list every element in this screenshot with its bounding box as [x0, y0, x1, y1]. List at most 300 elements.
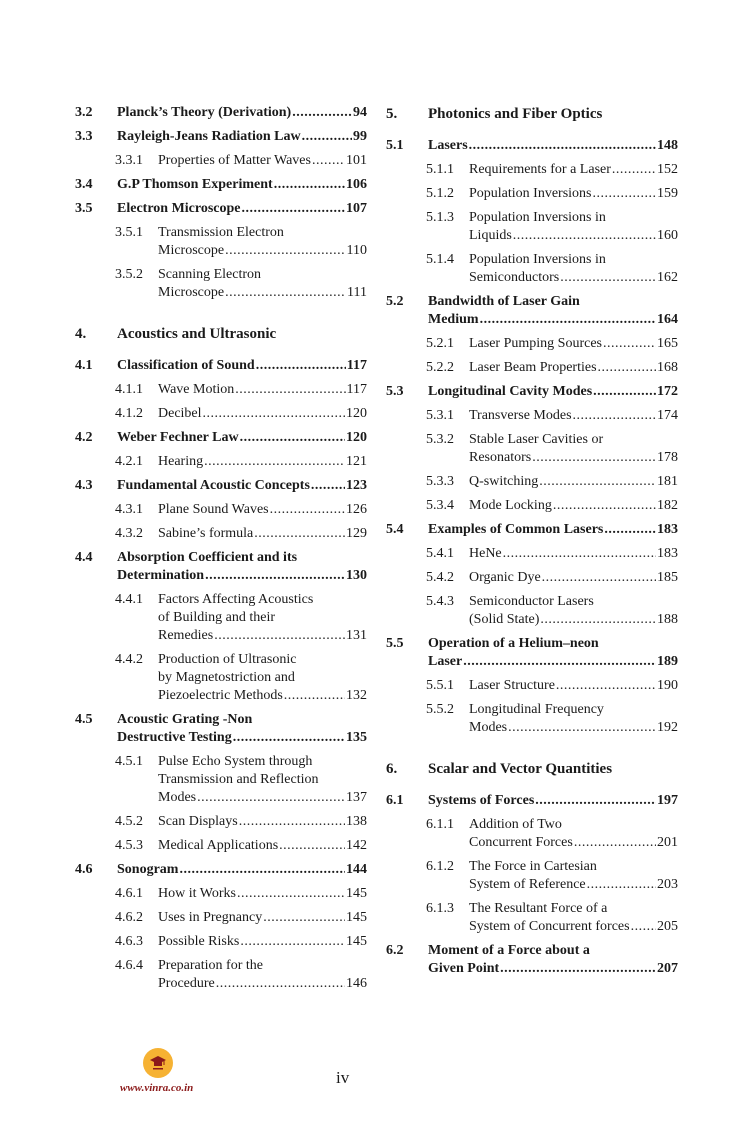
entry-title-line: by Magnetostriction and	[158, 670, 295, 685]
page-reference[interactable]: 190	[657, 678, 678, 693]
entry-title-line: Destructive Testing	[117, 730, 232, 745]
entry-title-line: Organic Dye	[469, 570, 541, 585]
section-number: 6.1.1	[426, 817, 454, 832]
entry-last-line	[428, 311, 678, 329]
toc-subsection-entry[interactable]	[386, 497, 678, 515]
section-number: 4.3	[75, 478, 93, 493]
entry-last-line	[469, 677, 678, 695]
entry-last-line	[469, 719, 678, 737]
page-reference[interactable]: 162	[657, 270, 678, 285]
page-reference[interactable]: 130	[346, 568, 367, 583]
entry-title-line: Longitudinal Frequency	[469, 702, 604, 717]
entry-title-line: Laser Beam Properties	[469, 360, 597, 375]
toc-section-entry[interactable]	[386, 137, 678, 155]
toc-section-entry[interactable]	[75, 477, 367, 495]
entry-last-line	[428, 792, 678, 810]
entry-body	[158, 381, 367, 399]
entry-title-line: The Force in Cartesian	[469, 859, 597, 874]
entry-title-line: Examples of Common Lasers	[428, 522, 604, 537]
entry-last-line	[469, 227, 678, 245]
page-reference[interactable]: 129	[346, 526, 367, 541]
toc-section-entry[interactable]	[386, 521, 678, 539]
dot-leader	[302, 128, 352, 146]
page-reference[interactable]: 138	[346, 814, 367, 829]
page-reference[interactable]: 144	[346, 862, 367, 877]
toc-section-entry[interactable]	[386, 942, 678, 978]
page-reference[interactable]: 126	[346, 502, 367, 517]
section-number: 5.1.1	[426, 162, 454, 177]
toc-section-entry[interactable]	[386, 792, 678, 810]
dot-leader	[274, 176, 345, 194]
toc-subsection-entry[interactable]	[386, 251, 678, 287]
entry-body	[469, 545, 678, 563]
entry-title-line: Liquids	[469, 228, 512, 243]
entry-title-line: Planck’s Theory (Derivation)	[117, 105, 292, 120]
toc-subsection-entry[interactable]	[386, 701, 678, 737]
dot-leader	[556, 677, 656, 695]
entry-title-line: Resonators	[469, 450, 532, 465]
page-reference[interactable]: 159	[657, 186, 678, 201]
entry-title-line: Transmission and Reflection	[158, 772, 319, 787]
entry-body	[428, 792, 678, 810]
entry-title-line: Determination	[117, 568, 205, 583]
page-reference[interactable]: 182	[657, 498, 678, 513]
page-reference[interactable]: 203	[657, 877, 678, 892]
entry-title-line: Pulse Echo System through	[158, 754, 313, 769]
toc-subsection-entry[interactable]	[75, 909, 367, 927]
toc-section-entry[interactable]	[75, 128, 367, 146]
page-reference[interactable]: 181	[657, 474, 678, 489]
toc-subsection-entry[interactable]	[386, 593, 678, 629]
entry-last-line	[158, 525, 367, 543]
entry-body	[469, 185, 678, 203]
page-reference[interactable]: 183	[657, 546, 678, 561]
section-number: 4.2.1	[115, 454, 143, 469]
entry-title-line: Sabine’s formula	[158, 526, 254, 541]
dot-leader	[240, 933, 345, 951]
section-number: 3.3.1	[115, 153, 143, 168]
entry-last-line	[117, 357, 367, 375]
entry-title-line: Medical Applications	[158, 838, 279, 853]
page-reference[interactable]: 107	[346, 201, 367, 216]
section-number: 4.5.3	[115, 838, 143, 853]
toc-subsection-entry[interactable]	[386, 569, 678, 587]
entry-body	[469, 251, 678, 287]
toc-subsection-entry[interactable]	[75, 405, 367, 423]
page-reference[interactable]: 111	[347, 285, 367, 300]
section-number: 5.3	[386, 384, 404, 399]
entry-body	[158, 933, 367, 951]
section-number: 5.2.2	[426, 360, 454, 375]
page-reference[interactable]: 164	[657, 312, 678, 327]
section-number: 4.5.1	[115, 754, 143, 769]
toc-section-entry[interactable]	[75, 549, 367, 585]
page-reference[interactable]: 189	[657, 654, 678, 669]
section-number: 5.4	[386, 522, 404, 537]
entry-title-line: Possible Risks	[158, 934, 240, 949]
entry-title-line: Modes	[469, 720, 508, 735]
page-reference[interactable]: 137	[346, 790, 367, 805]
chapter-number: 4.	[75, 326, 87, 342]
dot-leader	[508, 719, 656, 737]
entry-body	[158, 909, 367, 927]
entry-title-line: Systems of Forces	[428, 793, 535, 808]
entry-body	[428, 293, 678, 329]
dot-leader	[535, 792, 656, 810]
page-reference[interactable]: 121	[346, 454, 367, 469]
page-reference[interactable]: 106	[346, 177, 367, 192]
page-reference[interactable]: 101	[346, 153, 367, 168]
toc-section-entry[interactable]	[75, 861, 367, 879]
section-number: 4.6.3	[115, 934, 143, 949]
toc-subsection-entry[interactable]	[386, 209, 678, 245]
page-reference[interactable]: 120	[346, 406, 367, 421]
toc-section-entry[interactable]	[386, 635, 678, 671]
entry-title-line: Addition of Two	[469, 817, 562, 832]
entry-last-line	[469, 918, 678, 936]
entry-title-line: System of Concurrent forces	[469, 919, 630, 934]
page-reference[interactable]: 165	[657, 336, 678, 351]
dot-leader	[593, 383, 656, 401]
entry-title-line: Requirements for a Laser	[469, 162, 611, 177]
toc-subsection-entry[interactable]	[386, 545, 678, 563]
section-number: 4.6	[75, 862, 93, 877]
toc-subsection-entry[interactable]	[75, 266, 367, 302]
entry-body	[158, 753, 367, 807]
entry-body	[158, 525, 367, 543]
chapter-number: 6.	[386, 761, 398, 777]
entry-body	[117, 176, 367, 194]
entry-body	[469, 497, 678, 515]
dot-leader	[513, 227, 656, 245]
entry-last-line	[158, 242, 367, 260]
toc-subsection-entry[interactable]	[386, 858, 678, 894]
section-number: 3.5	[75, 201, 93, 216]
entry-body	[469, 335, 678, 353]
entry-body	[158, 453, 367, 471]
page-reference[interactable]: 185	[657, 570, 678, 585]
entry-body	[469, 701, 678, 737]
entry-body	[158, 405, 367, 423]
dot-leader	[604, 521, 656, 539]
page-reference[interactable]: 145	[346, 934, 367, 949]
page-reference[interactable]: 94	[353, 105, 367, 120]
dot-leader	[540, 611, 656, 629]
chapter-title: Acoustics and Ultrasonic	[117, 326, 277, 342]
page-reference[interactable]: 142	[346, 838, 367, 853]
dot-leader	[204, 453, 345, 471]
entry-title-line: Mode Locking	[469, 498, 552, 513]
page-reference[interactable]: 120	[346, 430, 367, 445]
entry-title-line: (Solid State)	[469, 612, 540, 627]
entry-body	[158, 885, 367, 903]
entry-last-line	[158, 405, 367, 423]
page-reference[interactable]: 132	[346, 688, 367, 703]
chapter-title: Photonics and Fiber Optics	[428, 106, 603, 122]
chapter-number: 5.	[386, 106, 398, 122]
toc-subsection-entry[interactable]	[75, 501, 367, 519]
toc-subsection-entry[interactable]	[386, 900, 678, 936]
toc-subsection-entry[interactable]	[386, 359, 678, 377]
entry-title-line: Acoustic Grating -Non	[117, 712, 253, 727]
toc-subsection-entry[interactable]	[386, 407, 678, 425]
entry-body	[117, 128, 367, 146]
page-reference[interactable]: 117	[346, 382, 367, 397]
entry-title-line: Operation of a Helium–neon	[428, 636, 599, 651]
entry-title-line: G.P Thomson Experiment	[117, 177, 273, 192]
page-reference[interactable]: 205	[657, 919, 678, 934]
toc-subsection-entry[interactable]	[386, 335, 678, 353]
section-number: 5.3.3	[426, 474, 454, 489]
entry-body	[158, 152, 367, 170]
entry-title-line: Transmission Electron	[158, 225, 284, 240]
entry-title-line: Sonogram	[117, 862, 179, 877]
entry-title-line: Piezoelectric Methods	[158, 688, 283, 703]
dot-leader	[205, 567, 345, 585]
toc-subsection-entry[interactable]	[75, 525, 367, 543]
entry-last-line	[158, 687, 367, 705]
toc-subsection-entry[interactable]	[386, 431, 678, 467]
page-reference[interactable]: 152	[657, 162, 678, 177]
toc-subsection-entry[interactable]	[75, 753, 367, 807]
dot-leader	[225, 284, 346, 302]
page-number: iv	[336, 1068, 350, 1087]
entry-last-line	[158, 627, 367, 645]
toc-subsection-entry[interactable]	[75, 591, 367, 645]
toc-subsection-entry[interactable]	[75, 837, 367, 855]
entry-last-line	[117, 729, 367, 747]
dot-leader	[553, 497, 656, 515]
page-reference[interactable]: 207	[657, 961, 678, 976]
entry-title-line: Modes	[158, 790, 197, 805]
entry-body	[117, 200, 367, 218]
section-number: 5.5.1	[426, 678, 454, 693]
page-reference[interactable]: 99	[353, 129, 367, 144]
section-number: 5.4.2	[426, 570, 454, 585]
entry-title-line: The Resultant Force of a	[469, 901, 608, 916]
entry-title-line: Medium	[428, 312, 479, 327]
section-number: 3.5.1	[115, 225, 143, 240]
entry-title-line: Absorption Coefficient and its	[117, 550, 298, 565]
section-number: 4.6.4	[115, 958, 143, 973]
entry-last-line	[469, 335, 678, 353]
toc-subsection-entry[interactable]	[386, 161, 678, 179]
entry-title-line: Laser	[428, 654, 463, 669]
page-reference[interactable]: 172	[657, 384, 678, 399]
section-number: 3.4	[75, 177, 93, 192]
dot-leader	[284, 687, 345, 705]
publisher-website: www.vinra.co.in	[120, 1082, 194, 1094]
dot-leader	[587, 876, 656, 894]
section-number: 5.4.3	[426, 594, 454, 609]
toc-subsection-entry[interactable]	[386, 816, 678, 852]
dot-leader	[631, 918, 656, 936]
toc-section-entry[interactable]	[75, 711, 367, 747]
section-number: 4.4.2	[115, 652, 143, 667]
entry-title-line: How it Works	[158, 886, 236, 901]
entry-last-line	[469, 161, 678, 179]
entry-last-line	[469, 269, 678, 287]
entry-body	[158, 837, 367, 855]
toc-section-entry[interactable]	[386, 293, 678, 329]
entry-title-line: Wave Motion	[158, 382, 235, 397]
entry-body	[117, 711, 367, 747]
entry-last-line	[158, 909, 367, 927]
toc-subsection-entry[interactable]	[75, 813, 367, 831]
page-reference[interactable]: 178	[657, 450, 678, 465]
entry-title-line: Population Inversions in	[469, 210, 606, 225]
entry-title-line: Concurrent Forces	[469, 835, 573, 850]
entry-body	[469, 161, 678, 179]
section-number: 5.5	[386, 636, 404, 651]
entry-title-line: Fundamental Acoustic Concepts	[117, 478, 310, 493]
page-reference[interactable]: 201	[657, 835, 678, 850]
dot-leader	[263, 909, 345, 927]
section-number: 4.4	[75, 550, 93, 565]
page-reference[interactable]: 174	[657, 408, 678, 423]
toc-subsection-entry[interactable]	[75, 885, 367, 903]
toc-subsection-entry[interactable]	[75, 453, 367, 471]
page-reference[interactable]: 160	[657, 228, 678, 243]
page-reference[interactable]: 110	[346, 243, 367, 258]
entry-last-line	[158, 933, 367, 951]
entry-title-line: HeNe	[469, 546, 502, 561]
dot-leader	[197, 789, 345, 807]
entry-last-line	[469, 359, 678, 377]
section-number: 6.1.2	[426, 859, 454, 874]
dot-leader	[542, 569, 656, 587]
toc-section-entry[interactable]	[75, 357, 367, 375]
entry-last-line	[117, 477, 367, 495]
entry-title-line: Decibel	[158, 406, 202, 421]
entry-last-line	[469, 473, 678, 491]
entry-last-line	[117, 429, 367, 447]
entry-title-line: Given Point	[428, 961, 500, 976]
entry-last-line	[158, 501, 367, 519]
entry-body	[428, 635, 678, 671]
entry-last-line	[469, 876, 678, 894]
dot-leader	[463, 653, 656, 671]
entry-body	[117, 104, 367, 122]
entry-title-line: Weber Fechner Law	[117, 430, 239, 445]
page-reference[interactable]: 117	[346, 358, 367, 373]
dot-leader	[254, 525, 345, 543]
entry-body	[469, 900, 678, 936]
toc-section-entry[interactable]	[75, 104, 367, 122]
page-reference[interactable]: 145	[346, 910, 367, 925]
entry-title-line: Uses in Pregnancy	[158, 910, 263, 925]
toc-subsection-entry[interactable]	[75, 152, 367, 170]
section-number: 4.6.2	[115, 910, 143, 925]
toc-subsection-entry[interactable]	[386, 473, 678, 491]
dot-leader	[240, 429, 345, 447]
page-reference[interactable]: 123	[346, 478, 367, 493]
dot-leader	[270, 501, 345, 519]
entry-title-line: Population Inversions	[469, 186, 592, 201]
entry-title-line: Lasers	[428, 138, 468, 153]
chapter-heading	[75, 324, 367, 344]
page-reference[interactable]: 148	[657, 138, 678, 153]
dot-leader	[233, 729, 345, 747]
toc-subsection-entry[interactable]	[75, 224, 367, 260]
toc-subsection-entry[interactable]	[75, 933, 367, 951]
page-reference[interactable]: 145	[346, 886, 367, 901]
toc-subsection-entry[interactable]	[386, 185, 678, 203]
dot-leader	[500, 960, 656, 978]
dot-leader	[235, 381, 345, 399]
entry-title-line: Rayleigh-Jeans Radiation Law	[117, 129, 301, 144]
page-reference[interactable]: 197	[657, 793, 678, 808]
toc-subsection-entry[interactable]	[75, 957, 367, 993]
toc-section-entry[interactable]	[75, 200, 367, 218]
toc-section-entry[interactable]	[75, 429, 367, 447]
section-number: 5.1	[386, 138, 404, 153]
entry-body	[469, 677, 678, 695]
page-reference[interactable]: 131	[346, 628, 367, 643]
entry-title-line: System of Reference	[469, 877, 586, 892]
section-number: 6.1.3	[426, 901, 454, 916]
dot-leader	[480, 311, 656, 329]
toc-section-entry[interactable]	[75, 176, 367, 194]
entry-body	[469, 209, 678, 245]
page-reference[interactable]: 146	[346, 976, 367, 991]
entry-body	[117, 549, 367, 585]
entry-body	[428, 383, 678, 401]
section-number: 5.3.2	[426, 432, 454, 447]
entry-title-line: Scanning Electron	[158, 267, 262, 282]
section-number: 5.5.2	[426, 702, 454, 717]
section-number: 5.3.4	[426, 498, 454, 513]
section-number: 5.1.3	[426, 210, 454, 225]
dot-leader	[237, 885, 345, 903]
page-reference[interactable]: 168	[657, 360, 678, 375]
toc-subsection-entry[interactable]	[75, 381, 367, 399]
entry-body	[158, 651, 367, 705]
section-number: 4.5	[75, 712, 93, 727]
toc-left-column	[75, 104, 367, 999]
page-reference[interactable]: 192	[657, 720, 678, 735]
entry-last-line	[117, 104, 367, 122]
graduation-cap-icon	[149, 1055, 167, 1071]
section-number: 3.2	[75, 105, 93, 120]
page-reference[interactable]: 183	[657, 522, 678, 537]
page-reference[interactable]: 135	[346, 730, 367, 745]
entry-last-line	[158, 284, 367, 302]
entry-title-line: Semiconductor Lasers	[469, 594, 594, 609]
entry-title-line: Factors Affecting Acoustics	[158, 592, 314, 607]
toc-subsection-entry[interactable]	[75, 651, 367, 705]
entry-last-line	[469, 834, 678, 852]
section-number: 5.2.1	[426, 336, 454, 351]
entry-title-line: Procedure	[158, 976, 215, 991]
entry-title-line: Hearing	[158, 454, 204, 469]
chapter-title: Scalar and Vector Quantities	[428, 761, 613, 777]
toc-subsection-entry[interactable]	[386, 677, 678, 695]
entry-body	[469, 359, 678, 377]
entry-body	[469, 816, 678, 852]
section-number: 4.1	[75, 358, 93, 373]
section-number: 5.3.1	[426, 408, 454, 423]
page-reference[interactable]: 188	[657, 612, 678, 627]
entry-last-line	[428, 137, 678, 155]
entry-body	[469, 569, 678, 587]
entry-last-line	[158, 975, 367, 993]
section-number: 3.5.2	[115, 267, 143, 282]
entry-last-line	[158, 453, 367, 471]
toc-section-entry[interactable]	[386, 383, 678, 401]
dot-leader	[612, 161, 656, 179]
chapter-heading	[386, 759, 678, 779]
